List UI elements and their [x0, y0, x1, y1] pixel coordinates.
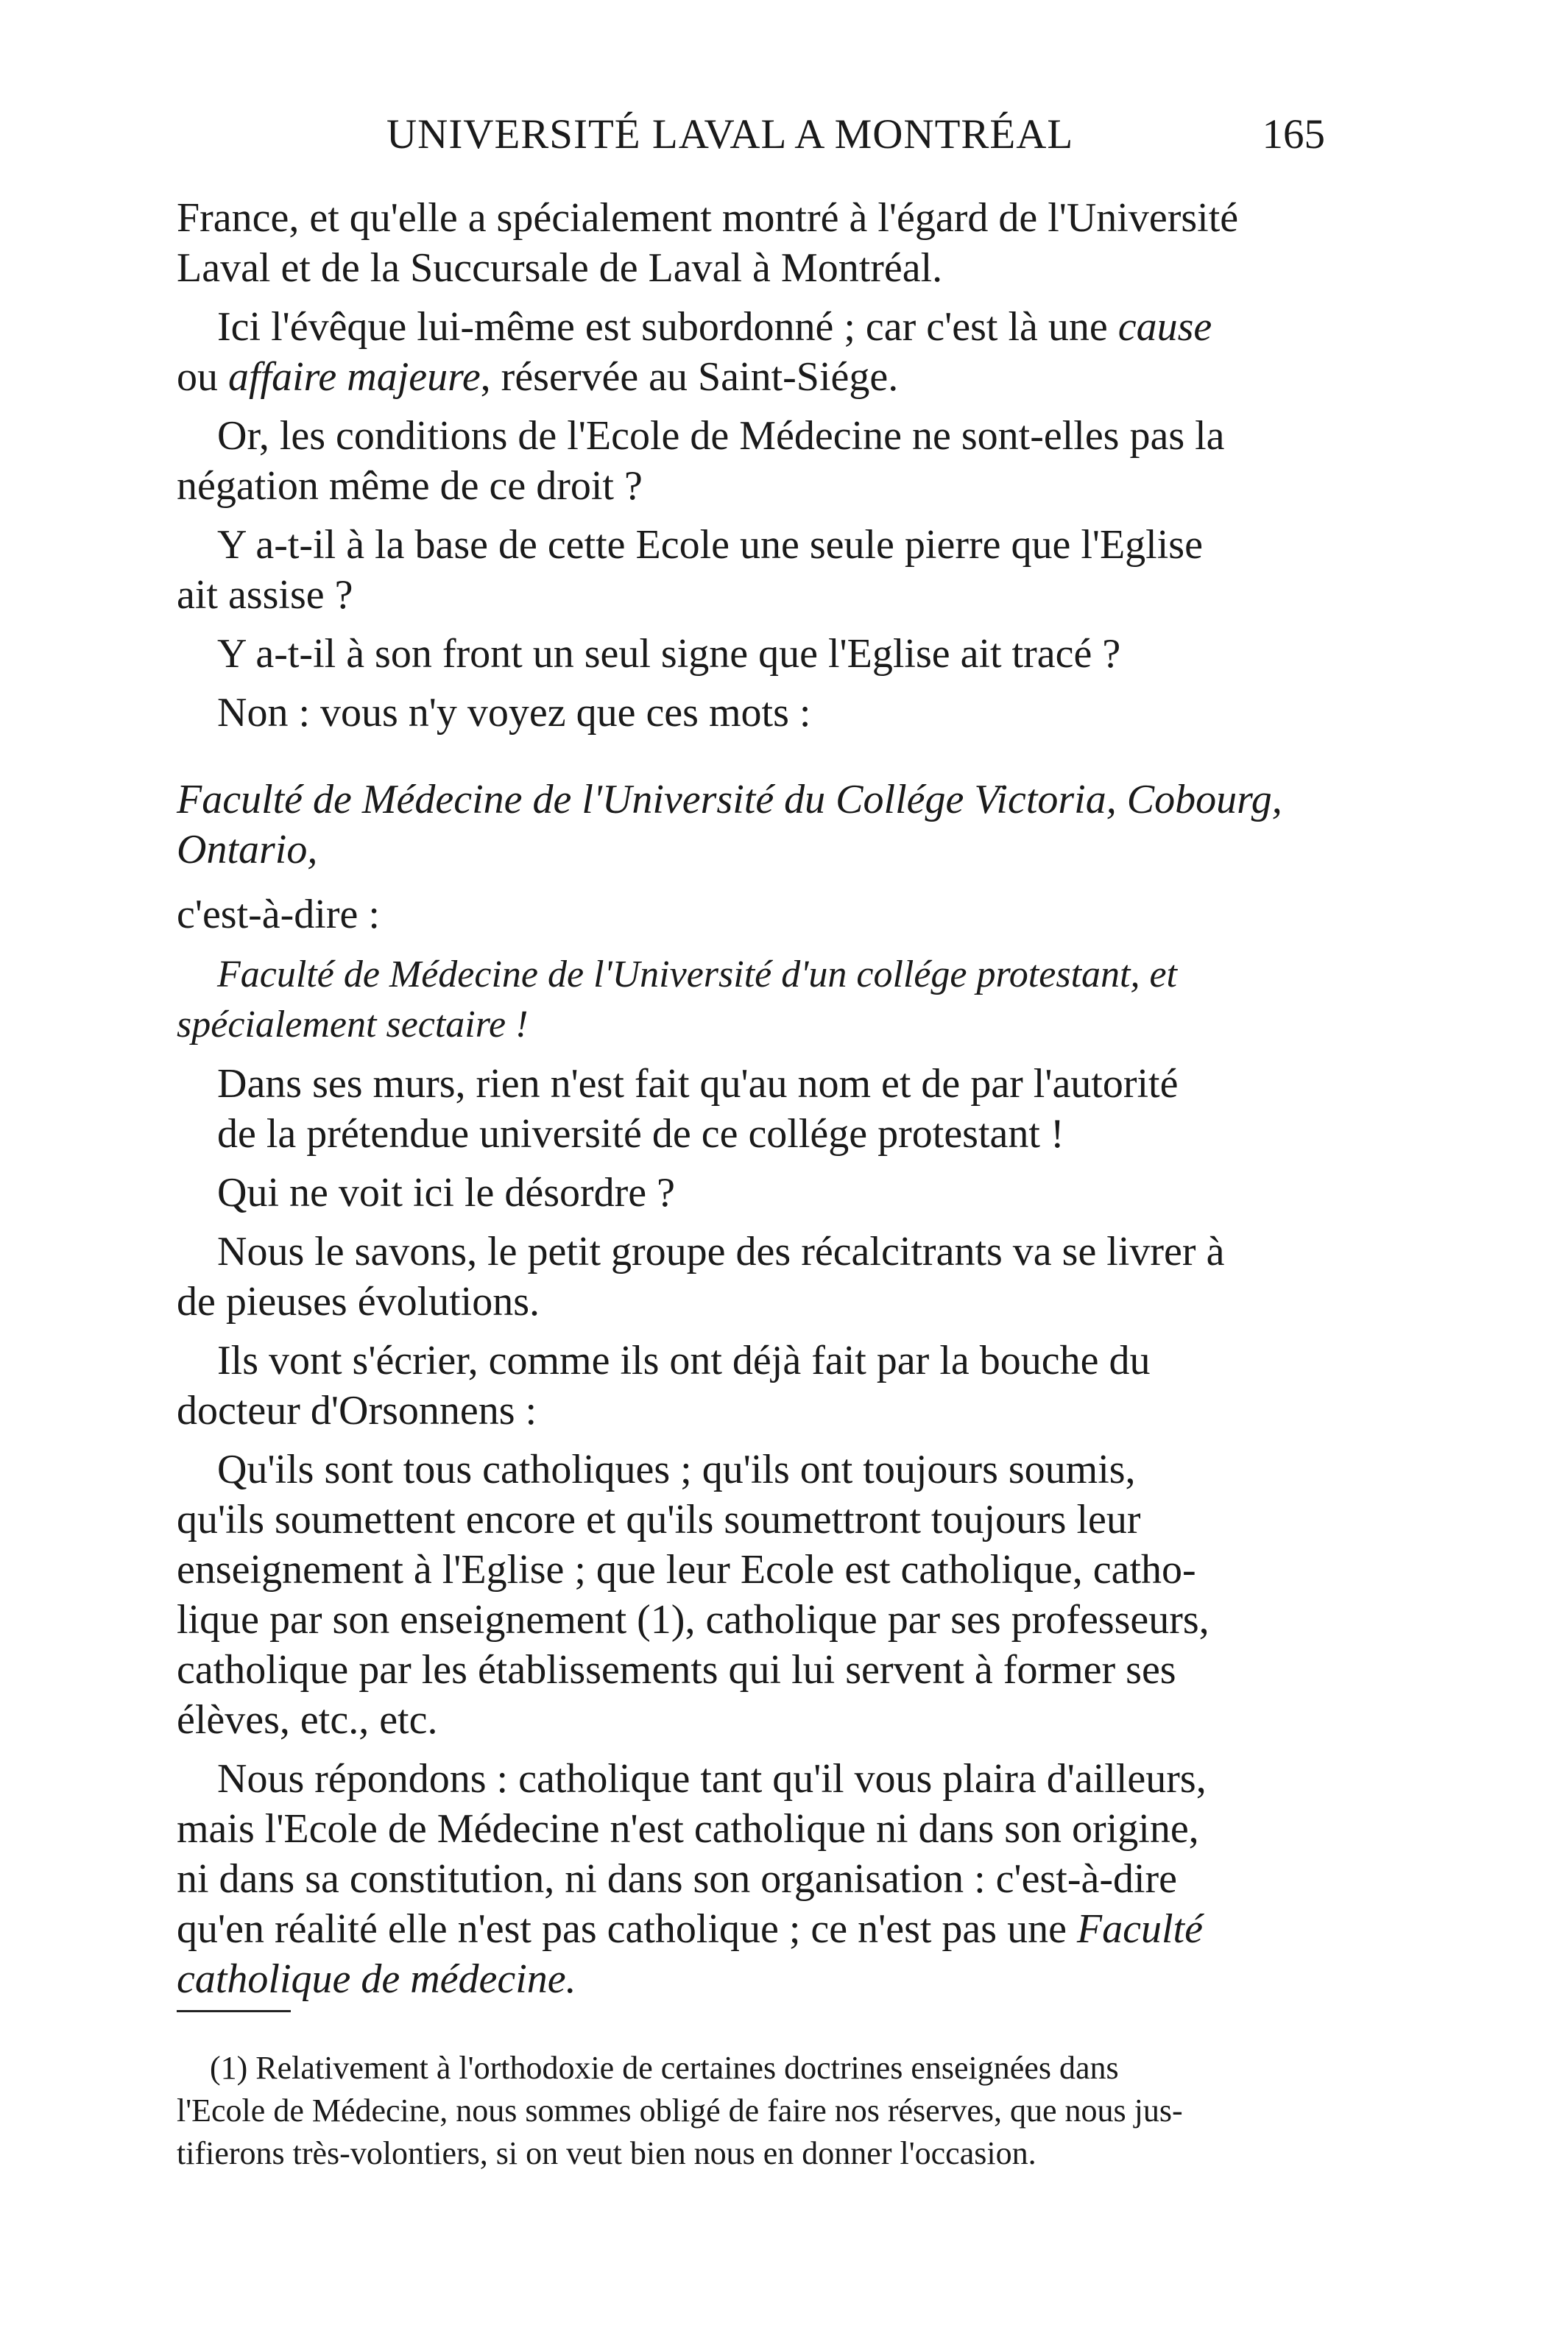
paragraph — [177, 1754, 1325, 2004]
quote-line: spécialement sectaire ! — [177, 1004, 529, 1046]
text-line: France, et qu'elle a spécialement montré à l'égard de l'Université — [177, 195, 1239, 241]
text-line: Y a-t-il à son front un seul signe que l'Eglise ait tracé ? — [217, 631, 1121, 677]
footnote-rule — [177, 2010, 291, 2012]
paragraph — [177, 889, 1325, 939]
text-run: Ici l'évêque lui-même est subordonné ; car c'est là une — [217, 304, 1118, 350]
block-quote — [177, 775, 1325, 875]
paragraph — [177, 1168, 1325, 1218]
paragraph — [177, 629, 1325, 679]
text-line: lique par son enseignement (1), catholique par ses professeurs, — [177, 1597, 1209, 1643]
text-line: élèves, etc., etc. — [177, 1697, 438, 1743]
footnote-line: (1) Relativement à l'orthodoxie de certaines doctrines enseignées dans — [210, 2050, 1119, 2086]
footnote-line: l'Ecole de Médecine, nous sommes obligé de faire nos réserves, que nous jus- — [177, 2093, 1183, 2129]
running-head — [177, 110, 1325, 162]
footnote-line: tifierons très-volontiers, si on veut bien nous en donner l'occasion. — [177, 2135, 1036, 2171]
text-line: Ils vont s'écrier, comme ils ont déjà fait par la bouche du — [217, 1338, 1151, 1383]
italic-text: Faculté — [1076, 1906, 1203, 1952]
text-line: Laval et de la Succursale de Laval à Montréal. — [177, 245, 943, 291]
paragraph — [177, 1336, 1325, 1436]
text-line: docteur d'Orsonnens : — [177, 1388, 537, 1434]
text-line: mais l'Ecole de Médecine n'est catholique ni dans son origine, — [177, 1806, 1199, 1852]
text-line: enseignement à l'Eglise ; que leur Ecole est catholique, catho- — [177, 1547, 1196, 1593]
italic-text: catholique de médecine. — [177, 1956, 576, 2002]
quote-line — [177, 775, 1325, 825]
text-line: Or, les conditions de l'Ecole de Médecine ne sont-elles pas la — [217, 413, 1225, 459]
text-line — [177, 302, 1325, 352]
quote-line: Ontario, — [177, 827, 318, 872]
page-body — [177, 193, 1325, 2013]
paragraph — [177, 1227, 1325, 1327]
quote-text: Faculté de Médecine de l'Université du Collége Victoria, Cobourg, — [177, 777, 1282, 822]
block-quote — [177, 950, 1325, 1050]
text-line: c'est-à-dire : — [177, 892, 380, 937]
paragraph — [177, 1445, 1325, 1745]
paragraph — [177, 520, 1325, 620]
text-run: qu'en réalité elle n'est pas catholique ; ce n'est pas une — [177, 1906, 1077, 1952]
text-line: Y a-t-il à la base de cette Ecole une seule pierre que l'Eglise — [217, 522, 1203, 568]
italic-text: cause — [1117, 304, 1212, 350]
text-line: ait assise ? — [177, 572, 353, 618]
text-line: Dans ses murs, rien n'est fait qu'au nom et de par l'autorité — [217, 1061, 1179, 1107]
paragraph — [177, 1059, 1325, 1159]
text-line: catholique par les établissements qui lui servent à former ses — [177, 1647, 1176, 1693]
running-head-title: UNIVERSITÉ LAVAL A MONTRÉAL — [386, 111, 1074, 158]
text-run: , réservée au Saint-Siége. — [480, 354, 899, 400]
text-line: Nous le savons, le petit groupe des récalcitrants va se livrer à — [217, 1229, 1225, 1274]
text-line: Non : vous n'y voyez que ces mots : — [217, 690, 811, 736]
text-run: ou — [177, 354, 228, 400]
paragraph — [177, 302, 1325, 402]
text-line: négation même de ce droit ? — [177, 463, 643, 509]
paragraph — [177, 411, 1325, 511]
italic-text: affaire majeure — [228, 354, 481, 400]
page-number: 165 — [1262, 111, 1325, 158]
text-line: Qui ne voit ici le désordre ? — [217, 1170, 676, 1216]
footnote — [177, 2047, 1325, 2175]
quote-line: Faculté de Médecine de l'Université d'un collége protestant, et — [217, 953, 1177, 995]
text-line: qu'ils soumettent encore et qu'ils soumettront toujours leur — [177, 1497, 1141, 1543]
text-line: de la prétendue université de ce collége protestant ! — [217, 1111, 1064, 1157]
text-line: Nous répondons : catholique tant qu'il vous plaira d'ailleurs, — [217, 1756, 1207, 1802]
text-line: de pieuses évolutions. — [177, 1279, 540, 1325]
text-line: ni dans sa constitution, ni dans son organisation : c'est-à-dire — [177, 1856, 1178, 1902]
paragraph — [177, 193, 1325, 293]
text-line — [177, 1904, 1325, 1954]
text-line — [177, 352, 1325, 402]
paragraph — [177, 688, 1325, 738]
text-line: Qu'ils sont tous catholiques ; qu'ils ont toujours soumis, — [217, 1447, 1136, 1492]
